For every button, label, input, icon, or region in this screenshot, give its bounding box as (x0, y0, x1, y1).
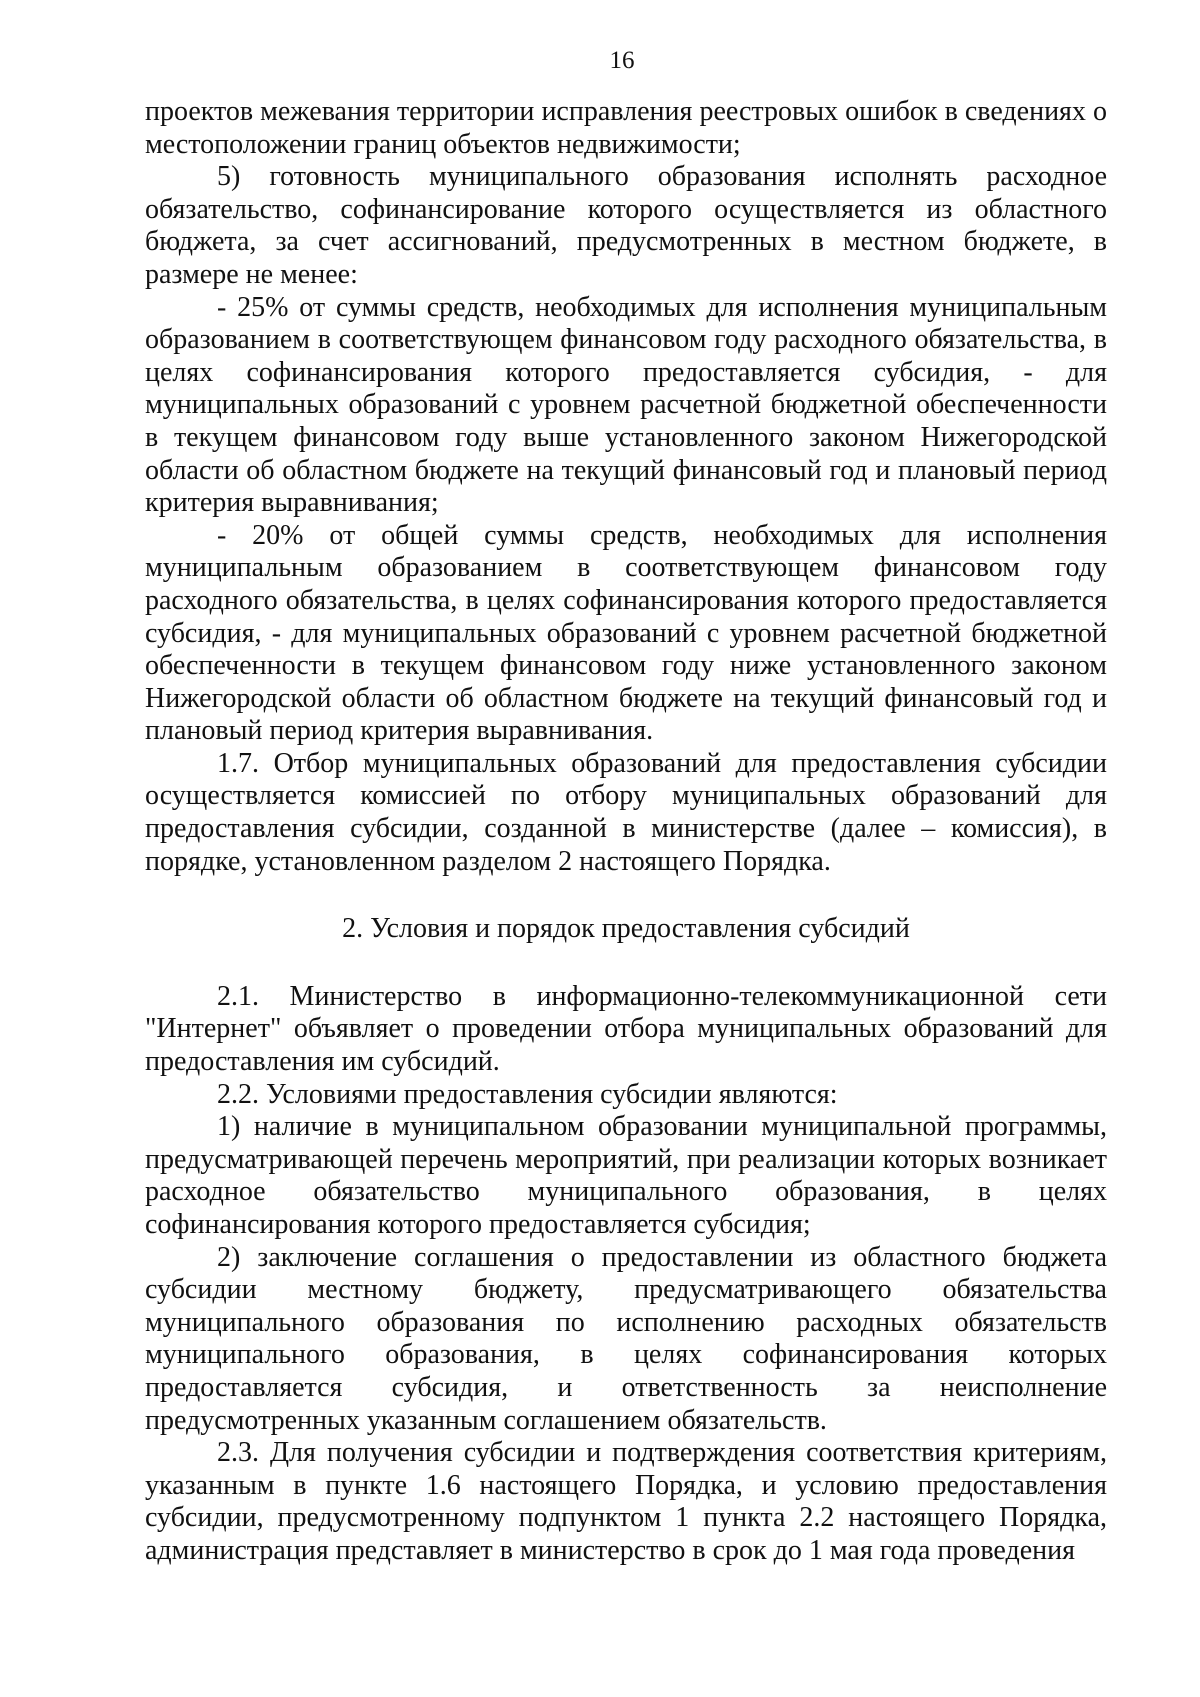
paragraph-2-1: 2.1. Министерство в информационно-телекоммуникационной сети "Интернет" объявляет о проведении отбора муниципальных образований для предоставления им субсидий. (145, 980, 1107, 1078)
paragraph-item-5: 5) готовность муниципального образования исполнять расходное обязательство, софинансирование которого осуществляется из областного бюджета, за счет ассигнований, предусмотренных в местном бюджете, в размере не менее: (145, 161, 1107, 290)
paragraph-25-percent: - 25% от суммы средств, необходимых для исполнения муниципальным образованием в соответствующем финансовом году расходного обязательства, в целях софинансирования которого предоставляется субсидия, - для муниципальных образований с уровнем расчетной бюджетной обеспеченности в текущем финансовом году выше установленного законом Нижегородской области об областном бюджете на текущий финансовый год и плановый период критерия выравнивания; (145, 291, 1107, 519)
page-number: 16 (609, 47, 635, 74)
paragraph-1-7: 1.7. Отбор муниципальных образований для предоставления субсидии осуществляется комиссией по отбору муниципальных образований для предоставления субсидии, созданной в министерстве (далее – комиссия), в порядке, установленном разделом 2 настоящего Порядка. (145, 747, 1107, 877)
paragraph-2-2: 2.2. Условиями предоставления субсидии являются: (217, 1078, 838, 1110)
section-heading: 2. Условия и порядок предоставления субсидий (342, 913, 910, 945)
document-body (145, 96, 1107, 1568)
paragraph-2-2-item-1: 1) наличие в муниципальном образовании муниципальной программы, предусматривающей перечень мероприятий, при реализации которых возникает расходное обязательство муниципального образования, в целях софинансирования которого предоставляется субсидия; (145, 1111, 1107, 1240)
paragraph-2-3: 2.3. Для получения субсидии и подтверждения соответствия критериям, указанным в пункте 1.6 настоящего Порядка, и условию предоставления субсидии, предусмотренному подпунктом 1 пункта 2.2 настоящего Порядка, администрация представляет в министерство в срок до 1 мая года проведения (145, 1437, 1107, 1566)
paragraph-20-percent: - 20% от общей суммы средств, необходимых для исполнения муниципальным образованием в соответствующем финансовом году расходного обязательства, в целях софинансирования которого предоставляется субсидия, - для муниципальных образований с уровнем расчетной бюджетной обеспеченности в текущем финансовом году ниже установленного законом Нижегородской области об областном бюджете на текущий финансовый год и плановый период критерия выравнивания. (145, 519, 1107, 747)
paragraph-2-2-item-2: 2) заключение соглашения о предоставлении из областного бюджета субсидии местному бюджету, предусматривающего обязательства муниципального образования по исполнению расходных обязательств муниципального образования, в целях софинансирования которых предоставляется субсидия, и ответственность за неисполнение предусмотренных указанным соглашением обязательств. (145, 1241, 1107, 1436)
paragraph-continuation: проектов межевания территории исправления реестровых ошибок в сведениях о местоположении границ объектов недвижимости; (145, 96, 1107, 160)
